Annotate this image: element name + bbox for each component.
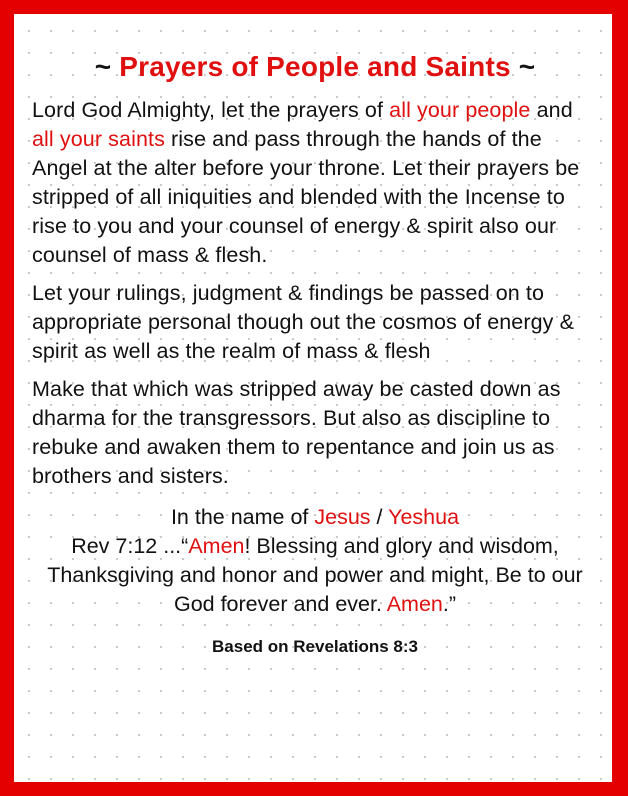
p1-text-c: and [530,98,573,122]
paragraph-3: Make that which was stripped away be casted down as dharma for the transgressors. But also as discipline to rebuke and awaken them to repentance and join us as brothers and sisters. [32,377,561,488]
source-citation: Based on Revelations 8:3 [212,637,418,656]
prayer-card [14,14,612,782]
title-suffix: ~ [510,51,536,82]
title-prefix: ~ [94,51,120,82]
verse-end: .” [442,592,457,616]
amen-first: Amen [188,534,245,558]
p1-text-e: rise and pass through the hands of the Angel at the alter before your throne. Let their prayers be stripped of all iniquities and blended with the Incense to rise to you and your counsel of energy & spirit also our counsel of mass & flesh. [32,127,580,267]
verse-reference: Rev 7:12 ...“ [71,534,189,558]
p1-highlight-people: all your people [389,98,531,122]
closing-prefix: In the name of [170,505,315,529]
paragraph-1 [32,96,598,270]
page-title [32,50,598,84]
amen-second: Amen [386,592,443,616]
title-text: Prayers of People and Saints [119,51,511,82]
name-jesus: Jesus [314,505,371,529]
p1-highlight-saints: all your saints [32,127,165,151]
name-yeshua: Yeshua [388,505,460,529]
name-separator: / [370,505,389,529]
closing-verse [32,532,598,619]
p1-text-a: Lord God Almighty, let the prayers of [32,98,390,122]
paragraph-2: Let your rulings, judgment & findings be passed on to appropriate personal though out the cosmos of energy & spirit as well as the realm of mass & flesh [32,281,575,363]
closing-name-line [32,503,598,532]
verse-body: ! Blessing and glory and wisdom, Thanksgiving and honor and power and might, Be to our God forever and ever. [47,534,583,616]
